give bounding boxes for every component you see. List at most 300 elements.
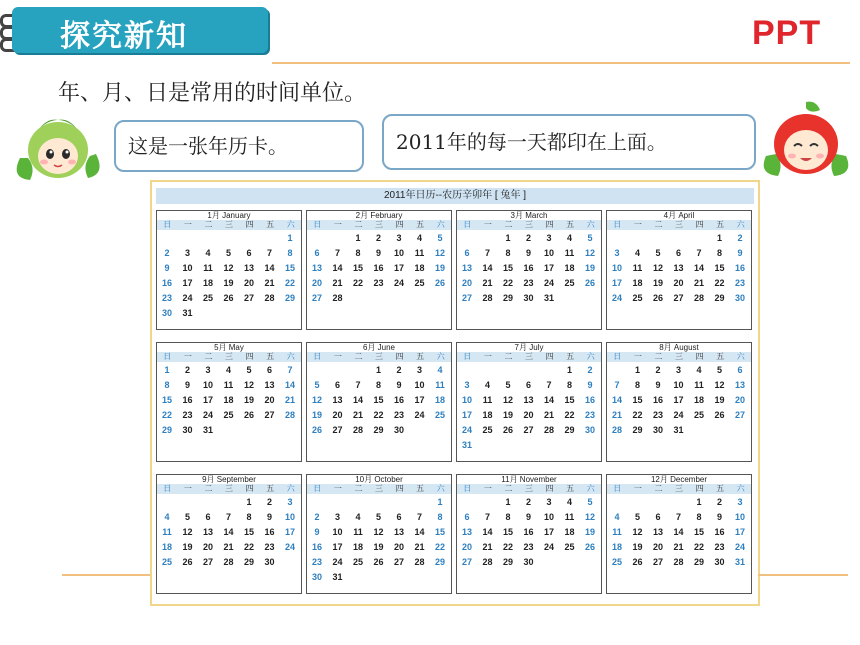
calendar-day: 3 [396,233,402,243]
month-header: 3月 March [510,211,548,220]
calendar-day: 1 [505,233,511,243]
calendar-day: 9 [525,248,531,258]
calendar-day: 30 [523,293,534,303]
calendar-day: 5 [655,248,661,258]
calendar-day: 1 [566,365,572,375]
calendar-day: 28 [673,557,684,567]
weekday-label: 三 [225,220,234,229]
calendar-day: 11 [223,380,234,390]
calendar-day: 28 [611,425,622,435]
calendar-day: 11 [694,380,704,390]
calendar-day: 2 [396,365,402,375]
calendar-day: 1 [246,497,252,507]
weekday-label: 四 [245,484,254,493]
calendar-day: 21 [673,542,684,552]
weekday-label: 二 [504,220,513,229]
month-11 [456,474,602,594]
weekday-label: 四 [395,484,404,493]
calendar-day: 14 [332,263,343,273]
calendar-day: 6 [675,248,681,258]
calendar-day: 15 [632,395,643,405]
calendar-day: 18 [202,278,213,288]
weekday-label: 二 [204,484,213,493]
calendar-day: 9 [716,512,722,522]
calendar-day: 20 [332,410,343,420]
calendar-day: 7 [225,512,231,522]
calendar-day: 20 [461,278,472,288]
month-12 [606,474,752,594]
calendar-day: 4 [614,512,620,522]
calendar-day: 2 [314,512,320,522]
month-2 [306,210,452,330]
month-4 [606,210,752,330]
calendar-day: 8 [287,248,293,258]
calendar-day: 11 [564,248,575,258]
calendar-day: 28 [482,557,493,567]
weekday-label: 二 [654,220,663,229]
calendar-day: 18 [223,395,234,405]
calendar-day: 30 [652,425,663,435]
calendar-day: 12 [632,527,643,537]
weekday-label: 六 [286,220,295,229]
calendar-day: 24 [182,293,193,303]
calendar-day: 6 [525,380,531,390]
calendar-day: 16 [161,278,172,288]
weekday-label: 四 [245,220,254,229]
weekday-label: 日 [463,352,472,361]
calendar-day: 20 [311,278,322,288]
calendar-day: 9 [314,527,320,537]
weekday-label: 四 [695,484,704,493]
calendar-day: 19 [502,410,513,420]
calendar-day: 15 [502,263,513,273]
weekday-row [307,484,451,494]
calendar-day: 10 [284,512,295,522]
calendar-day: 15 [284,263,295,273]
calendar-day: 9 [266,512,272,522]
calendar-day: 10 [393,248,404,258]
calendar-day: 26 [714,410,725,420]
calendar-day: 31 [734,557,745,567]
calendar-day: 24 [543,542,554,552]
calendar-day: 18 [564,527,575,537]
calendar-day: 3 [464,380,470,390]
calendar-day: 28 [332,293,343,303]
calendar-day: 22 [564,410,575,420]
calendar-day: 24 [673,410,684,420]
weekday-label: 五 [566,220,575,229]
calendar-day: 9 [396,380,402,390]
weekday-label: 四 [395,352,404,361]
weekday-label: 一 [333,352,342,361]
calendar-day: 26 [373,557,384,567]
calendar-day: 5 [505,380,511,390]
calendar-day: 1 [164,365,170,375]
calendar-day: 3 [546,497,552,507]
calendar-day: 21 [284,395,295,405]
calendar-day: 29 [373,425,384,435]
weekday-label: 五 [716,484,725,493]
calendar-day: 7 [484,248,490,258]
calendar-day: 5 [225,248,231,258]
calendar-day: 23 [652,410,663,420]
month-header: 2月 February [355,211,403,220]
calendar-day: 6 [464,248,470,258]
calendar-day: 17 [543,527,554,537]
calendar-day: 17 [611,278,622,288]
calendar-day: 5 [587,233,593,243]
calendar-day: 9 [164,263,170,273]
calendar-day: 16 [373,263,384,273]
calendar-day: 17 [202,395,213,405]
weekday-label: 四 [545,220,554,229]
calendar-day: 19 [714,395,725,405]
calendar-day: 14 [611,395,622,405]
calendar-day: 29 [632,425,643,435]
calendar-day: 26 [584,278,595,288]
weekday-label: 六 [436,484,445,493]
calendar-day: 30 [182,425,193,435]
calendar-day: 31 [461,440,472,450]
month-header: 1月 January [207,211,251,220]
calendar-day: 27 [461,557,472,567]
calendar-day: 2 [184,365,190,375]
calendar-day: 19 [632,542,643,552]
calendar-day: 1 [437,497,443,507]
calendar-day: 30 [264,557,275,567]
weekday-row [607,220,751,230]
calendar-day: 22 [693,542,704,552]
weekday-label: 日 [163,220,172,229]
calendar-day: 16 [311,542,322,552]
calendar-day: 10 [414,380,425,390]
calendar-day: 4 [566,233,572,243]
calendar-day: 10 [332,527,343,537]
calendar-day: 6 [464,512,470,522]
calendar-day: 11 [435,380,445,390]
month-8 [606,342,752,462]
calendar-day: 30 [714,557,725,567]
calendar-day: 31 [202,425,213,435]
calendar-day: 31 [543,293,554,303]
calendar-day: 26 [584,542,595,552]
weekday-label: 四 [395,220,404,229]
calendar-day: 15 [502,527,513,537]
calendar-day: 16 [584,395,595,405]
weekday-row [457,484,601,494]
calendar-day: 7 [266,248,272,258]
calendar-day: 19 [373,542,384,552]
calendar-day: 7 [675,512,681,522]
calendar-day: 30 [734,293,745,303]
calendar-day: 6 [246,248,252,258]
calendar-day: 3 [614,248,620,258]
calendar-day: 21 [611,410,622,420]
month-10 [306,474,452,594]
calendar-day: 16 [523,527,534,537]
calendar-day: 17 [673,395,684,405]
calendar-day: 19 [584,263,595,273]
calendar-day: 30 [393,425,404,435]
calendar-day: 30 [523,557,534,567]
weekday-row [307,220,451,230]
ppt-logo: PPT [752,14,822,52]
calendar-day: 17 [461,410,472,420]
calendar-day: 15 [352,263,363,273]
calendar-day: 16 [523,263,534,273]
calendar-day: 28 [414,557,425,567]
month-6 [306,342,452,462]
section-title: 探究新知 [60,19,188,54]
calendar-day: 5 [375,512,381,522]
calendar-day: 8 [437,512,443,522]
calendar-day: 17 [734,527,745,537]
calendar-day: 5 [184,512,190,522]
calendar-day: 2 [375,233,381,243]
calendar-day: 12 [584,512,595,522]
weekday-label: 一 [633,220,642,229]
calendar-day: 11 [632,263,643,273]
calendar-day: 11 [414,248,425,258]
calendar-day: 26 [311,425,322,435]
calendar-day: 16 [182,395,193,405]
calendar-day: 29 [564,425,575,435]
calendar-day: 23 [523,278,534,288]
calendar-day: 15 [434,527,445,537]
calendar-day: 26 [652,293,663,303]
calendar-day: 10 [182,263,193,273]
calendar-day: 5 [716,365,722,375]
calendar-day: 9 [737,248,743,258]
month-header: 9月 September [202,475,256,484]
calendar-day: 7 [355,380,361,390]
calendar-day: 16 [393,395,404,405]
calendar-day: 15 [243,527,254,537]
month-7 [456,342,602,462]
weekday-row [157,484,301,494]
calendar-day: 19 [652,278,663,288]
weekday-label: 五 [716,352,725,361]
calendar-day: 25 [632,293,643,303]
calendar-day: 4 [484,380,490,390]
weekday-label: 二 [654,484,663,493]
calendar-day: 21 [264,278,275,288]
calendar-day: 3 [334,512,340,522]
calendar-day: 28 [264,293,275,303]
calendar-day: 22 [373,410,384,420]
calendar-day: 27 [673,293,684,303]
calendar-day: 17 [414,395,425,405]
calendar-day: 4 [205,248,211,258]
month-5 [156,342,302,462]
calendar-day: 28 [284,410,295,420]
calendar-day: 11 [612,527,622,537]
weekday-label: 一 [633,352,642,361]
calendar-day: 15 [161,395,172,405]
calendar-day: 12 [502,395,513,405]
calendar-day: 18 [434,395,445,405]
calendar-day: 7 [696,248,702,258]
weekday-label: 六 [586,352,595,361]
weekday-label: 一 [483,484,492,493]
calendar-day: 27 [523,425,534,435]
calendar-day: 4 [566,497,572,507]
calendar-day: 8 [505,512,511,522]
calendar-day: 23 [182,410,193,420]
weekday-label: 一 [333,220,342,229]
calendar-day: 21 [693,278,704,288]
month-3 [456,210,602,330]
calendar-day: 22 [284,278,295,288]
calendar-day: 20 [243,278,254,288]
calendar-day: 6 [314,248,320,258]
calendar-day: 25 [564,542,575,552]
calendar-day: 12 [243,380,254,390]
month-header: 5月 May [214,343,244,352]
calendar-day: 18 [161,542,172,552]
weekday-label: 日 [613,484,622,493]
calendar-day: 24 [284,542,295,552]
weekday-row [457,352,601,362]
month-9 [156,474,302,594]
weekday-label: 六 [736,484,745,493]
calendar-day: 8 [634,380,640,390]
calendar-day: 13 [734,380,745,390]
calendar-day: 12 [223,263,234,273]
calendar-day: 4 [634,248,640,258]
calendar-day: 5 [246,365,252,375]
calendar-day: 1 [355,233,361,243]
calendar-day: 13 [523,395,534,405]
calendar-day: 26 [632,557,643,567]
calendar-day: 18 [482,410,493,420]
weekday-label: 一 [333,484,342,493]
calendar-day: 2 [587,365,593,375]
month-header: 4月 April [663,211,695,220]
weekday-row [457,220,601,230]
calendar-day: 1 [696,497,702,507]
calendar-day: 21 [332,278,343,288]
red-apple-character-icon [758,100,854,184]
weekday-label: 日 [613,352,622,361]
calendar-day: 30 [161,308,172,318]
month-header: 12月 December [650,475,708,484]
calendar-day: 7 [334,248,340,258]
calendar-day: 6 [737,365,743,375]
calendar-day: 20 [264,395,275,405]
calendar-day: 21 [223,542,234,552]
calendar-day: 3 [737,497,743,507]
calendar-day: 9 [184,380,190,390]
calendar-day: 10 [461,395,472,405]
calendar-day: 12 [311,395,322,405]
weekday-row [157,352,301,362]
weekday-label: 三 [675,220,684,229]
calendar-day: 18 [352,542,363,552]
calendar-day: 9 [375,248,381,258]
calendar-day: 23 [311,557,322,567]
calendar-day: 25 [202,293,213,303]
calendar-day: 3 [675,365,681,375]
calendar-day: 26 [182,557,193,567]
calendar-day: 14 [482,263,493,273]
calendar-day: 5 [314,380,320,390]
calendar-day: 2 [266,497,272,507]
weekday-label: 六 [736,220,745,229]
calendar-day: 22 [161,410,172,420]
calendar-day: 7 [546,380,552,390]
divider [272,62,850,64]
weekday-label: 四 [545,352,554,361]
calendar-day: 28 [482,293,493,303]
calendar-day: 29 [161,425,172,435]
weekday-row [157,220,301,230]
calendar-day: 17 [284,527,295,537]
calendar-day: 23 [584,410,595,420]
calendar-day: 21 [482,542,493,552]
calendar-day: 27 [332,425,343,435]
calendar-day: 12 [373,527,384,537]
calendar-day: 16 [264,527,275,537]
calendar-day: 12 [652,263,663,273]
calendar-day: 14 [543,395,554,405]
weekday-label: 二 [204,220,213,229]
calendar-day: 25 [161,557,172,567]
calendar-day: 14 [223,527,234,537]
calendar-day: 1 [716,233,722,243]
calendar-day: 13 [332,395,343,405]
weekday-label: 六 [436,220,445,229]
calendar-day: 2 [525,233,531,243]
calendar-day: 29 [714,293,725,303]
weekday-label: 五 [266,220,275,229]
calendar-day: 8 [246,512,252,522]
weekday-label: 一 [183,352,192,361]
calendar-day: 25 [223,410,234,420]
calendar-day: 18 [564,263,575,273]
calendar-day: 19 [243,395,254,405]
calendar-day: 3 [416,365,422,375]
calendar-day: 1 [505,497,511,507]
calendar-day: 20 [652,542,663,552]
weekday-label: 二 [354,484,363,493]
calendar-day: 23 [373,278,384,288]
calendar-day: 29 [693,557,704,567]
weekday-label: 三 [375,220,384,229]
calendar-day: 9 [525,512,531,522]
weekday-label: 三 [525,352,534,361]
calendar-day: 7 [614,380,620,390]
calendar-day: 13 [311,263,322,273]
calendar-day: 11 [203,263,213,273]
calendar-day: 2 [716,497,722,507]
month-1 [156,210,302,330]
month-header: 7月 July [514,343,544,352]
calendar-day: 22 [632,410,643,420]
calendar-day: 22 [502,542,513,552]
calendar-day: 22 [352,278,363,288]
divider [62,574,150,576]
calendar-day: 3 [546,233,552,243]
calendar-day: 31 [673,425,684,435]
calendar-day: 14 [693,263,704,273]
calendar-day: 19 [584,527,595,537]
weekday-label: 五 [416,484,425,493]
calendar-day: 22 [243,542,254,552]
calendar-day: 7 [484,512,490,522]
weekday-row [307,352,451,362]
calendar-day: 18 [611,542,622,552]
